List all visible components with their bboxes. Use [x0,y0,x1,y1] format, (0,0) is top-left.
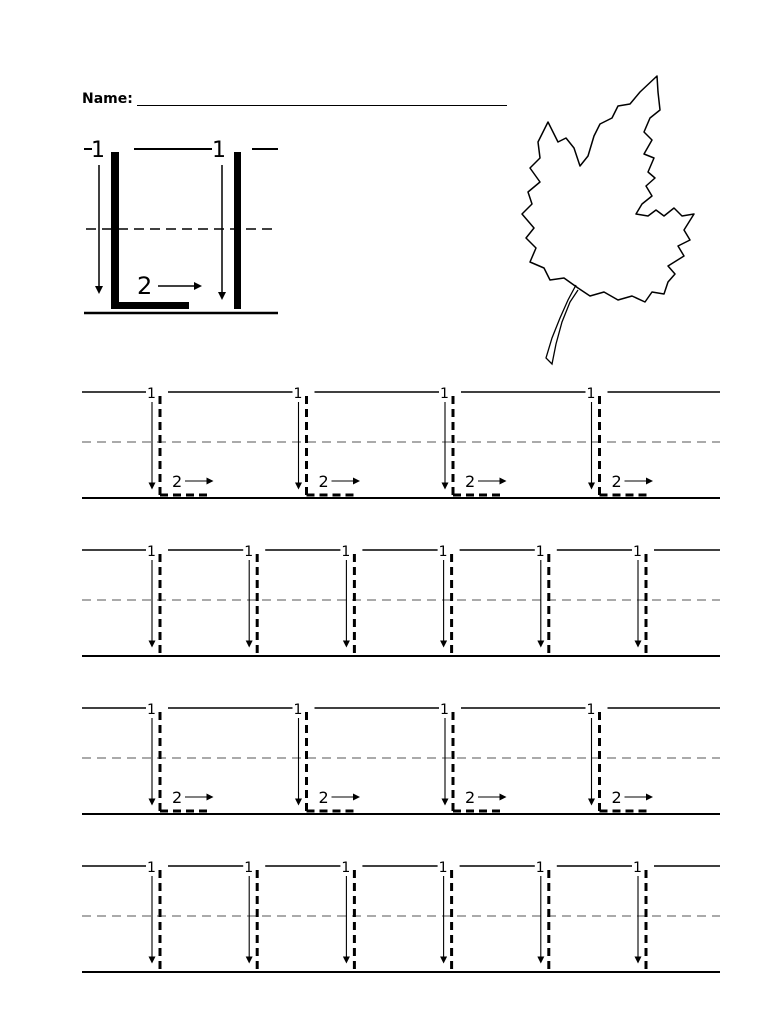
stroke2-number: 2 [318,788,329,807]
model-stroke1-number: 1 [91,138,105,163]
stroke1-number: 1 [147,702,156,718]
stroke1-number: 1 [147,860,156,876]
stroke2-number: 2 [318,472,329,491]
stroke2-number: 2 [465,788,476,807]
stroke2-number: 2 [611,472,622,491]
stroke2-number: 2 [172,472,183,491]
stroke1-number: 1 [535,544,545,560]
stroke1-number: 1 [586,386,596,402]
stroke1-number: 1 [244,544,254,560]
stroke1-number: 1 [438,544,448,560]
stroke1-number: 1 [244,860,254,876]
stroke2-number: 2 [172,788,183,807]
stroke1-number: 1 [633,544,642,560]
stroke1-number: 1 [586,702,596,718]
stroke1-number: 1 [341,860,351,876]
name-label: Name: [82,91,133,107]
stroke1-number: 1 [440,702,449,718]
stroke1-number: 1 [147,386,156,402]
stroke1-number: 1 [440,386,449,402]
stroke1-number: 1 [341,544,351,560]
stroke1-number: 1 [438,860,448,876]
stroke1-number: 1 [293,386,303,402]
stroke1-number: 1 [535,860,545,876]
stroke2-number: 2 [465,472,476,491]
model-stroke1-number-right: 1 [212,138,226,163]
stroke2-number: 2 [611,788,622,807]
model-stroke2-number: 2 [137,272,153,300]
stroke1-number: 1 [293,702,303,718]
stroke1-number: 1 [633,860,642,876]
stroke1-number: 1 [147,544,156,560]
